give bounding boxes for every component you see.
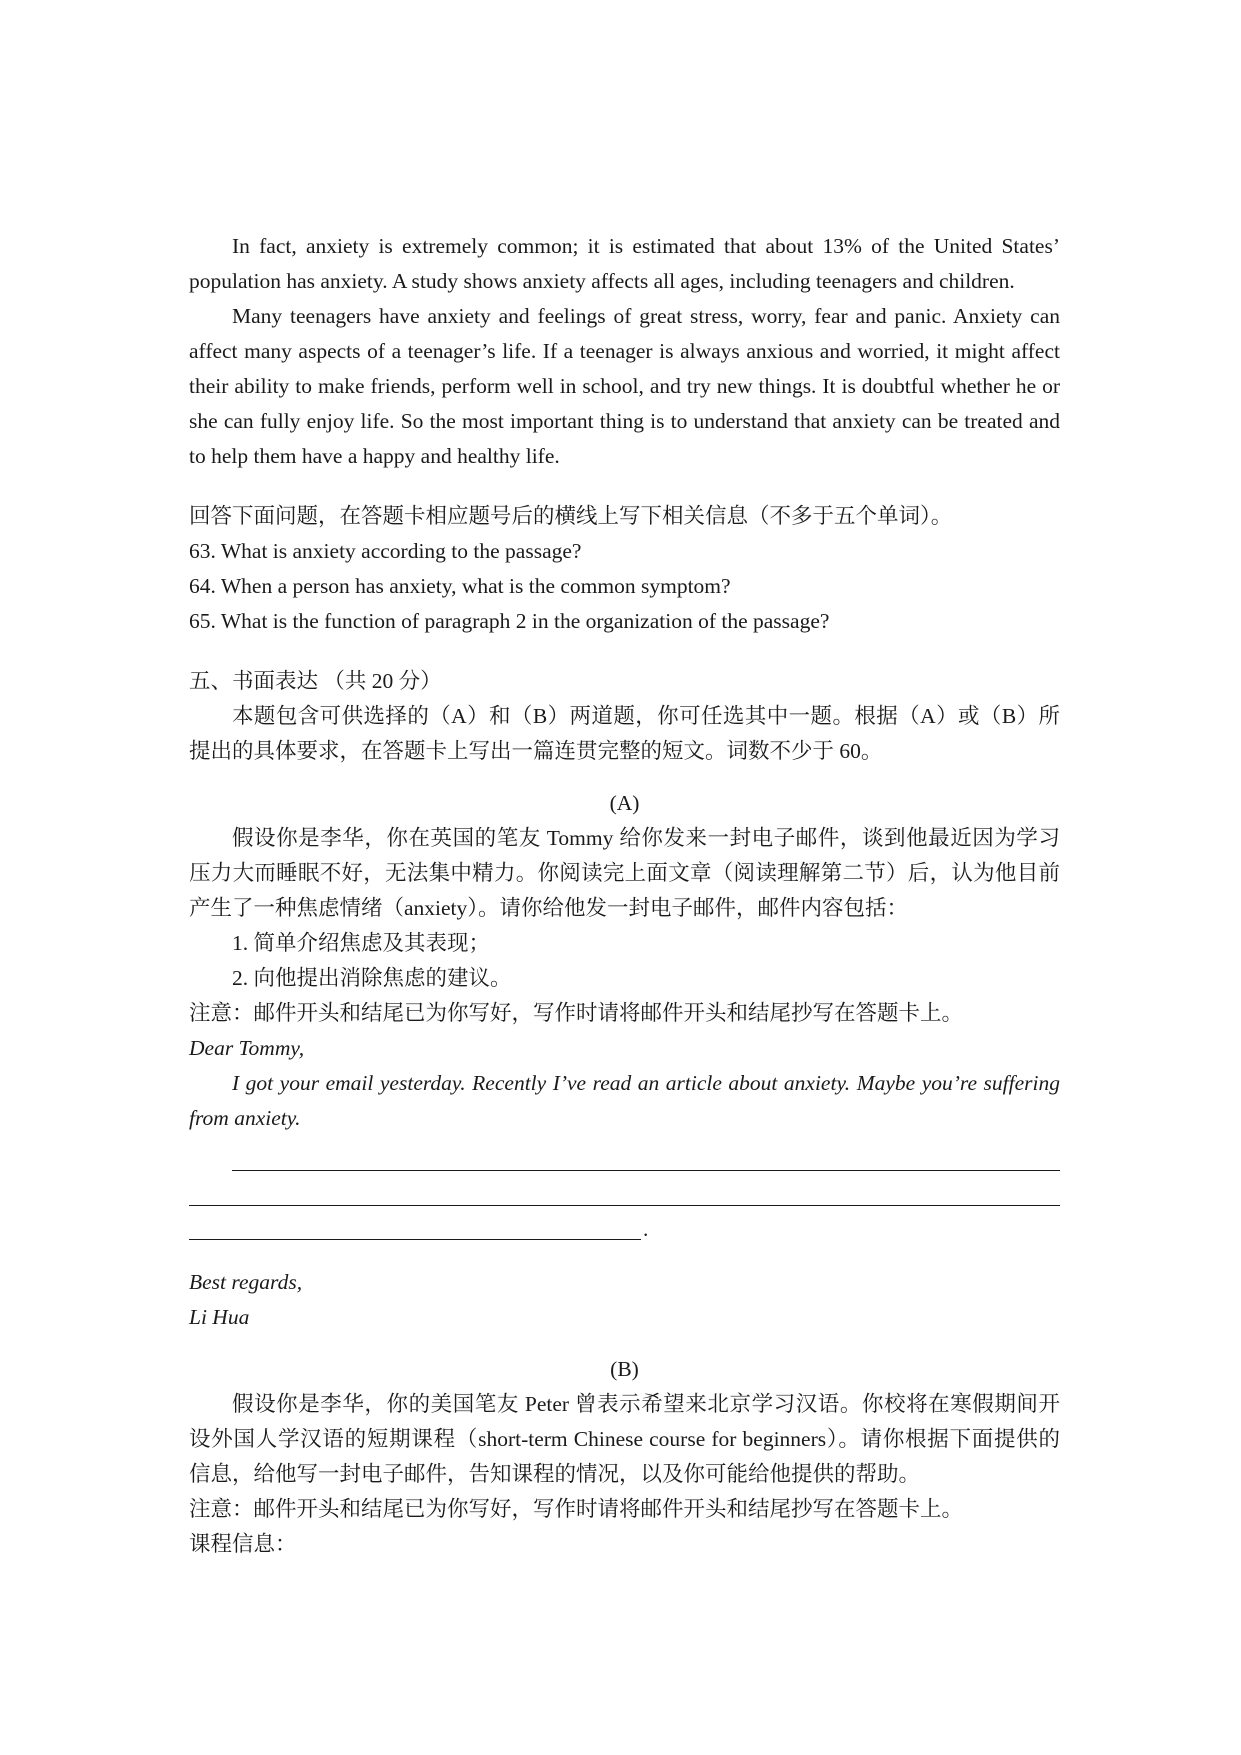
writing-intro: 本题包含可供选择的（A）和（B）两道题，你可任选其中一题。根据（A）或（B）所提出的具体要求，在答题卡上写出一篇连贯完整的短文。词数不少于 60。 xyxy=(189,704,1060,763)
answer-line-3-rule xyxy=(189,1206,641,1240)
task-a-point-2: 2. 向他提出消除焦虑的建议。 xyxy=(232,966,512,990)
spacer xyxy=(189,1240,1060,1265)
email-opening: I got your email yesterday. Recently I’ve read an article about anxiety. Maybe you’re suffering from anxiety. xyxy=(189,1071,1060,1130)
answer-line-2 xyxy=(189,1171,1060,1206)
task-a-point-1: 1. 简单介绍焦虑及其表现； xyxy=(232,931,491,955)
answer-line-3 xyxy=(189,1206,1060,1240)
email-signature: Li Hua xyxy=(189,1305,250,1329)
question-64: 64. When a person has anxiety, what is the common symptom? xyxy=(189,574,731,598)
task-a-note: 注意：邮件开头和结尾已为你写好，写作时请将邮件开头和结尾抄写在答题卡上。 xyxy=(189,1001,964,1025)
passage-paragraph-1: In fact, anxiety is extremely common; it is estimated that about 13% of the United States’ population has anxiety. A study shows anxiety affects all ages, including teenagers and children. xyxy=(189,234,1060,293)
questions-instruction: 回答下面问题，在答题卡相应题号后的横线上写下相关信息（不多于五个单词）。 xyxy=(189,504,953,528)
task-b-note: 注意：邮件开头和结尾已为你写好，写作时请将邮件开头和结尾抄写在答题卡上。 xyxy=(189,1497,964,1521)
writing-section-heading: 五、书面表达 （共 20 分） xyxy=(189,669,442,693)
task-a-label: (A) xyxy=(609,791,640,815)
task-b-prompt: 假设你是李华，你的美国笔友 Peter 曾表示希望来北京学习汉语。你校将在寒假期间开设外国人学汉语的短期课程（short-term Chinese course for beginners）。请你根据下面提供的信息，给他写一封电子邮件，告知课程的情况，以及你可能给他提供的帮助。 xyxy=(189,1392,1060,1486)
question-65: 65. What is the function of paragraph 2 in the organization of the passage? xyxy=(189,609,830,633)
passage-paragraph-2: Many teenagers have anxiety and feelings of great stress, worry, fear and panic. Anxiety can affect many aspects of a teenager’s life. If a teenager is always anxious and worried, it might affect their ability to make friends, perform well in school, and try new things. It is doubtful whether he or she can fully enjoy life. So the most important thing is to understand that anxiety can be treated and to help them have a happy and healthy life. xyxy=(189,304,1060,468)
spacer xyxy=(189,1335,1060,1352)
task-a-prompt: 假设你是李华，你在英国的笔友 Tommy 给你发来一封电子邮件，谈到他最近因为学习压力大而睡眠不好，无法集中精力。你阅读完上面文章（阅读理解第二节）后，认为他目前产生了一种焦虑情绪（anxiety）。请你给他发一封电子邮件，邮件内容包括： xyxy=(189,826,1060,920)
answer-line-3-period: . xyxy=(643,1216,649,1241)
exam-page xyxy=(189,229,1060,1562)
spacer xyxy=(189,474,1060,499)
task-b-info-label: 课程信息： xyxy=(189,1532,297,1556)
answer-line-1 xyxy=(232,1136,1060,1171)
task-b-label: (B) xyxy=(610,1357,639,1381)
email-closing: Best regards, xyxy=(189,1270,303,1294)
question-63: 63. What is anxiety according to the passage? xyxy=(189,539,582,563)
email-greeting: Dear Tommy, xyxy=(189,1036,305,1060)
spacer xyxy=(189,769,1060,786)
spacer xyxy=(189,639,1060,664)
